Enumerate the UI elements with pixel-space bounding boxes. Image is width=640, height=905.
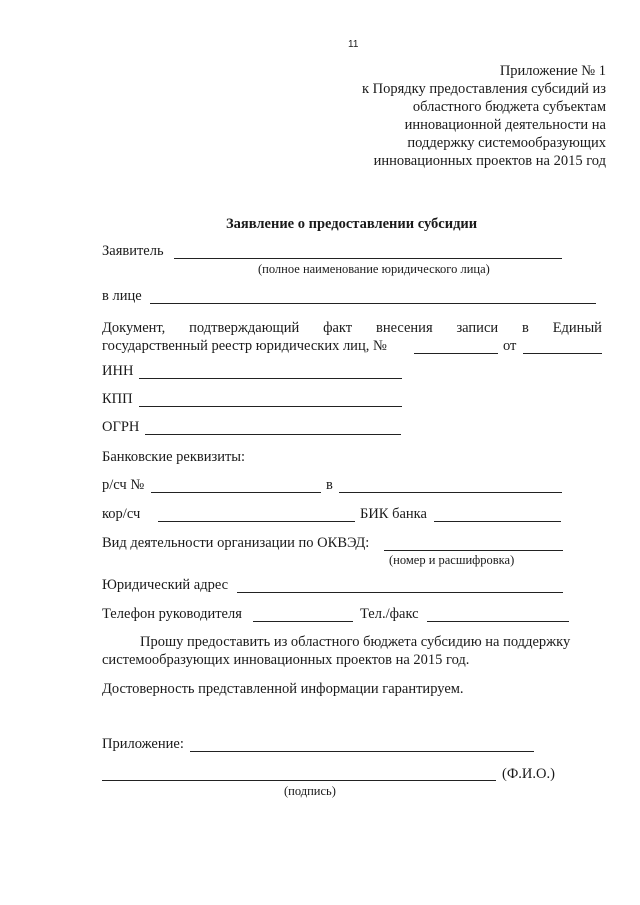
kpp-label: КПП <box>102 391 133 407</box>
appendix-line: инновационной деятельности на <box>404 117 606 133</box>
fax-label: Тел./факс <box>360 606 419 622</box>
applicant-field[interactable] <box>174 258 562 259</box>
document-title: Заявление о предоставлении субсидии <box>226 216 478 232</box>
bank-name-field[interactable] <box>339 492 562 493</box>
document-word: Документ, <box>102 320 166 336</box>
corr-account-label: кор/сч <box>102 506 141 522</box>
document-word: внесения <box>375 320 433 336</box>
ogrn-field[interactable] <box>145 434 401 435</box>
document-line-1 <box>102 319 602 337</box>
document-word: в <box>521 320 529 336</box>
legal-address-label: Юридический адрес <box>102 577 229 593</box>
registry-date-field[interactable] <box>523 353 602 354</box>
signature-field[interactable] <box>102 780 496 781</box>
okved-hint: (номер и расшифровка) <box>389 553 515 567</box>
page-number: 11 <box>348 39 359 50</box>
okved-label: Вид деятельности организации по ОКВЭД: <box>102 535 370 551</box>
head-phone-field[interactable] <box>253 621 353 622</box>
fax-field[interactable] <box>427 621 569 622</box>
appendix-line: инновационных проектов на 2015 год <box>373 153 606 169</box>
applicant-hint: (полное наименование юридического лица) <box>258 262 490 276</box>
attachment-label: Приложение: <box>102 736 184 752</box>
fio-label: (Ф.И.О.) <box>502 766 555 782</box>
corr-account-field[interactable] <box>158 521 355 522</box>
bik-label: БИК банка <box>360 506 427 522</box>
attachment-field[interactable] <box>190 751 534 752</box>
account-field[interactable] <box>151 492 321 493</box>
registry-number-field[interactable] <box>414 353 498 354</box>
account-label: р/сч № <box>102 477 145 493</box>
inn-field[interactable] <box>139 378 402 379</box>
request-line-2: системообразующих инновационных проектов на 2015 год. <box>102 652 470 668</box>
kpp-field[interactable] <box>139 406 402 407</box>
document-word: подтверждающий <box>189 320 300 336</box>
document-word: Единый <box>552 320 602 336</box>
document-line-2: государственный реестр юридических лиц, № <box>102 338 387 354</box>
represented-by-field[interactable] <box>150 303 596 304</box>
appendix-number: Приложение № 1 <box>499 63 606 79</box>
appendix-line: областного бюджета субъектам <box>412 99 606 115</box>
document-word: факт <box>323 320 353 336</box>
applicant-label: Заявитель <box>102 243 164 259</box>
document-from-label: от <box>503 338 517 354</box>
request-line-1: Прошу предоставить из областного бюджета субсидию на поддержку <box>140 634 571 650</box>
represented-by-label: в лице <box>102 288 142 304</box>
bank-details-label: Банковские реквизиты: <box>102 449 246 465</box>
bik-field[interactable] <box>434 521 561 522</box>
guarantee-text: Достоверность представленной информации гарантируем. <box>102 681 464 697</box>
signature-hint: (подпись) <box>284 784 336 798</box>
inn-label: ИНН <box>102 363 134 379</box>
appendix-line: поддержку системообразующих <box>407 135 606 151</box>
appendix-line: к Порядку предоставления субсидий из <box>361 81 606 97</box>
head-phone-label: Телефон руководителя <box>102 606 242 622</box>
legal-address-field[interactable] <box>237 592 563 593</box>
document-word: записи <box>456 320 499 336</box>
ogrn-label: ОГРН <box>102 419 140 435</box>
account-in-label: в <box>326 477 333 493</box>
